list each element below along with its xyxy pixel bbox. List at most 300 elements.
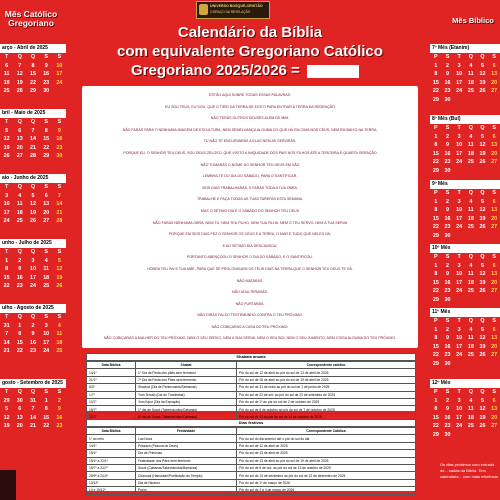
weekday-header: T bbox=[4, 249, 9, 255]
day-cell: 16 bbox=[444, 215, 451, 222]
weekday-header: Q bbox=[468, 190, 473, 196]
day-cell: 12 bbox=[479, 271, 486, 277]
weekday-header: Q bbox=[30, 54, 36, 60]
day-cell: 19 bbox=[29, 209, 36, 216]
day-cell: 22 bbox=[432, 288, 439, 294]
day-cell: 21 bbox=[56, 209, 63, 216]
table-cell: Pôr do sol de 22 de set. ao pôr do sol de 23 de setembro de 2025 bbox=[237, 391, 416, 398]
month-days-grid bbox=[0, 388, 66, 431]
day-cell: 18 bbox=[467, 279, 474, 286]
month-days-grid bbox=[0, 118, 66, 161]
month-label: 9º Mês bbox=[430, 180, 500, 189]
table-cell: 21/1º bbox=[87, 376, 136, 383]
day-cell: 17 bbox=[456, 215, 463, 222]
day-cell: 2 bbox=[445, 326, 449, 333]
day-cell: 23 bbox=[444, 88, 451, 94]
weekday-header: S bbox=[44, 249, 48, 255]
day-cell: 24 bbox=[29, 283, 36, 289]
day-cell: 26 bbox=[479, 88, 486, 94]
weekday-header: Q bbox=[17, 314, 22, 320]
day-cell: 21 bbox=[29, 423, 36, 429]
day-cell: 15 bbox=[3, 274, 10, 281]
weekday-header: Q bbox=[17, 54, 22, 60]
weekday-header: S bbox=[57, 54, 62, 60]
month-label: ulho - Agosto de 2025 bbox=[0, 304, 66, 313]
day-cell: 3 bbox=[5, 192, 9, 199]
day-cell: 25 bbox=[16, 218, 23, 224]
month-label: 7º Mês (Etanim) bbox=[430, 44, 500, 53]
weekday-header: Q bbox=[480, 389, 485, 395]
weekday-header: S bbox=[492, 318, 496, 324]
table-cell: Pôr do sol de 2 a 4 de março de 2026 bbox=[237, 487, 416, 494]
day-cell: 8 bbox=[31, 62, 35, 69]
day-cell: 20 bbox=[491, 79, 498, 86]
day-cell: 10 bbox=[456, 142, 463, 148]
day-cell: 22 bbox=[432, 159, 439, 165]
weekday-header: T bbox=[457, 125, 461, 131]
day-cell: 10 bbox=[56, 62, 63, 69]
left-header bbox=[0, 10, 62, 28]
table-row bbox=[87, 457, 416, 464]
gregorian-month-3 bbox=[0, 174, 66, 226]
day-cell: 6 bbox=[18, 406, 22, 412]
day-cell: 20 bbox=[491, 279, 498, 286]
weekday-header: Q bbox=[17, 389, 22, 395]
table-cell: Festividade dos Pães sem fermento bbox=[136, 457, 237, 464]
day-cell: 4 bbox=[18, 192, 22, 199]
day-cell: 23 bbox=[444, 352, 451, 358]
day-cell: 9 bbox=[445, 271, 449, 277]
day-cell: 9 bbox=[445, 406, 449, 412]
gregorian-month-2 bbox=[0, 109, 66, 161]
month-days-grid bbox=[430, 189, 500, 240]
table-cell: 22/7º bbox=[87, 413, 136, 420]
commandment-line: ESTÃO AQUI SOBRE TODAS ESSAS PALAVRAS. bbox=[208, 93, 292, 97]
day-cell: 5 bbox=[480, 326, 484, 333]
day-cell: 29 bbox=[432, 167, 439, 174]
day-cell: 8 bbox=[44, 406, 48, 412]
day-cell: 3 bbox=[457, 133, 461, 140]
commandment-line: PORTANTO ABENÇOOU O SENHOR O DIA DO SÁBADO, E O SANTIFICOU. bbox=[186, 255, 313, 260]
day-cell: 24 bbox=[456, 288, 463, 294]
day-cell: 8 bbox=[5, 266, 9, 272]
day-cell: 13 bbox=[16, 136, 23, 142]
day-cell: 17 bbox=[456, 414, 463, 421]
day-cell: 26 bbox=[479, 423, 486, 429]
day-cell: 23 bbox=[43, 79, 50, 86]
weekday-header: Q bbox=[30, 314, 36, 320]
day-cell: 25 bbox=[56, 348, 63, 354]
day-cell: 30 bbox=[444, 167, 451, 174]
day-cell: 4 bbox=[44, 257, 48, 264]
month-label: 10º Mês bbox=[430, 244, 500, 253]
table-cell: Pôr do sol do dia anterior até o pôr do sol do dia bbox=[237, 435, 416, 442]
table-cell: Pôr do sol de 18 de abril ao pôr do sol de 19 de abril de 2025 bbox=[237, 376, 416, 383]
weekday-header: P bbox=[434, 389, 438, 395]
logo-line2: O BRAÇO DA REVELAÇÃO bbox=[210, 10, 251, 14]
commandments-card bbox=[82, 86, 418, 348]
day-cell: 17 bbox=[29, 274, 36, 281]
day-cell bbox=[453, 96, 465, 105]
day-cell: 6 bbox=[44, 192, 48, 199]
day-cell: 11 bbox=[467, 142, 474, 148]
day-cell: 3 bbox=[457, 198, 461, 205]
day-cell: 12 bbox=[479, 207, 486, 213]
day-cell: 24 bbox=[456, 224, 463, 230]
weekday-header: Q bbox=[468, 254, 473, 260]
weekday-header: T bbox=[4, 119, 9, 125]
day-cell: 4 bbox=[469, 198, 473, 205]
day-cell: 25 bbox=[467, 423, 474, 429]
logo-emblem-icon bbox=[199, 4, 208, 15]
day-cell: 30 bbox=[444, 431, 451, 438]
weekday-header: S bbox=[57, 249, 62, 255]
day-cell: 6 bbox=[492, 133, 496, 140]
month-label: bril - Maio de 2025 bbox=[0, 109, 66, 118]
commandment-line: MAS O SÉTIMO DIA É O SÁBADO DO SENHOR TEU DEUS bbox=[200, 208, 300, 213]
day-cell: 4 bbox=[469, 262, 473, 269]
weekday-header: S bbox=[492, 54, 496, 60]
day-cell: 19 bbox=[3, 144, 10, 151]
weekday-header: Q bbox=[30, 249, 36, 255]
day-cell: 16 bbox=[444, 343, 451, 350]
gregorian-month-4 bbox=[0, 239, 66, 291]
day-cell: 26 bbox=[479, 224, 486, 230]
day-cell: 27 bbox=[16, 153, 23, 159]
day-cell: 16 bbox=[29, 339, 36, 346]
table-cell: Pôr do sol de 1º de março de 2026 bbox=[237, 479, 416, 486]
day-cell: 2 bbox=[445, 262, 449, 269]
day-cell: 10 bbox=[456, 71, 463, 77]
day-cell: 5 bbox=[31, 192, 35, 199]
day-cell bbox=[477, 96, 489, 105]
commandment-line: NÃO FARÁS PARA TI NENHUMA IMAGEM DE ESCULTURA, NEM SEMELHANÇA ALGUMA DO QUE HÁ EM CIMA NOS CÉUS, NEM EM BAIXO NA TERRA. bbox=[122, 127, 378, 132]
day-cell: 30 bbox=[444, 96, 451, 103]
day-cell: 19 bbox=[479, 279, 486, 286]
weekday-header: Q bbox=[480, 125, 485, 131]
day-cell: 26 bbox=[479, 352, 486, 358]
day-cell: 24 bbox=[56, 79, 63, 86]
biblical-month-5 bbox=[430, 308, 500, 368]
feast-days-caption: Dias festivos bbox=[86, 419, 416, 427]
day-cell: 27 bbox=[491, 88, 498, 94]
day-cell: 16 bbox=[444, 79, 451, 86]
weekday-header: S bbox=[492, 125, 496, 131]
day-cell: 31 bbox=[3, 322, 10, 329]
day-cell: 17 bbox=[456, 150, 463, 157]
day-cell: 6 bbox=[492, 198, 496, 205]
day-cell: 12 bbox=[479, 406, 486, 412]
column-header: Festividade bbox=[136, 428, 237, 435]
day-cell: 17 bbox=[456, 79, 463, 86]
table-row bbox=[87, 442, 416, 449]
day-cell bbox=[453, 167, 465, 176]
day-cell: 15 bbox=[16, 339, 23, 346]
day-cell: 20 bbox=[43, 209, 50, 216]
day-cell: 28 bbox=[56, 218, 63, 224]
day-cell: 3 bbox=[31, 257, 35, 264]
day-cell: 10 bbox=[456, 271, 463, 277]
day-cell bbox=[453, 431, 465, 440]
day-cell: 2 bbox=[445, 62, 449, 69]
table-cell: Pôr do sol de 12 de abril ao pôr do sol de 13 de abril de 2025 bbox=[237, 369, 416, 376]
table-cell: Shavuot (Dia de Pentecostes/Semanas) bbox=[136, 384, 237, 391]
day-cell: 19 bbox=[56, 274, 63, 281]
day-cell: 8 bbox=[434, 71, 438, 77]
weekday-header: T bbox=[457, 254, 461, 260]
day-cell: 25 bbox=[43, 283, 50, 289]
month-label: 11º Mês bbox=[430, 308, 500, 317]
table-cell: Pôr do sol de 6 de outubro ao pôr do sol de 7 de outubro de 2025 bbox=[237, 406, 416, 413]
day-cell: 12 bbox=[29, 201, 36, 207]
day-cell: 20 bbox=[491, 414, 498, 421]
day-cell: 2 bbox=[18, 257, 22, 264]
day-cell: 5 bbox=[480, 133, 484, 140]
day-cell: 13 bbox=[491, 335, 498, 341]
day-cell: 12 bbox=[3, 136, 10, 142]
day-cell: 27 bbox=[491, 159, 498, 165]
day-cell bbox=[477, 431, 489, 440]
day-cell: 9 bbox=[57, 406, 61, 412]
weekday-header: S bbox=[445, 389, 450, 395]
day-cell: 9 bbox=[31, 331, 35, 337]
day-cell: 24 bbox=[43, 348, 50, 354]
day-cell: 30 bbox=[16, 397, 23, 404]
day-cell: 18 bbox=[467, 343, 474, 350]
feast-days-table bbox=[86, 419, 416, 491]
day-cell: 19 bbox=[479, 150, 486, 157]
day-cell: 27 bbox=[491, 224, 498, 230]
month-label: 12º Mês bbox=[430, 379, 500, 388]
annual-shabbats-caption: Shabats anuais bbox=[86, 353, 416, 361]
day-cell: 4 bbox=[469, 326, 473, 333]
day-cell: 20 bbox=[491, 150, 498, 157]
month-label: 8º Mês (Bul) bbox=[430, 115, 500, 124]
table-row bbox=[87, 464, 416, 471]
day-cell bbox=[465, 167, 477, 176]
title-line3-text: Gregoriano 2025/2026 = bbox=[130, 62, 300, 79]
day-cell bbox=[488, 167, 500, 176]
day-cell bbox=[477, 232, 489, 241]
title-blank-box bbox=[307, 65, 359, 78]
day-cell: 13 bbox=[43, 201, 50, 207]
commandment-line: PORQUE EU, O SENHOR TEU DEUS, SOU DEUS ZELOSO, QUE VISITO A INIQUIDADE DOS PAIS NOS FILHOS ATÉ A TERCEIRA E QUARTA GERAÇÃO bbox=[123, 150, 377, 155]
day-cell: 8 bbox=[434, 271, 438, 277]
weekday-header: P bbox=[434, 125, 438, 131]
month-days-grid bbox=[430, 388, 500, 439]
day-cell: 13 bbox=[16, 414, 23, 421]
day-cell: 10 bbox=[456, 406, 463, 412]
day-cell: 5 bbox=[480, 397, 484, 404]
day-cell: 24 bbox=[456, 352, 463, 358]
table-cell: Purim bbox=[136, 487, 237, 494]
day-cell: 9 bbox=[445, 142, 449, 148]
month-label: aio - Junho de 2025 bbox=[0, 174, 66, 183]
day-cell: 5 bbox=[480, 262, 484, 269]
day-cell: 2 bbox=[445, 397, 449, 404]
table-header-row bbox=[87, 428, 416, 435]
day-cell: 29 bbox=[432, 296, 439, 303]
table-row bbox=[87, 406, 416, 413]
day-cell: 9 bbox=[445, 207, 449, 213]
day-cell: 5 bbox=[57, 257, 61, 264]
day-cell: 29 bbox=[432, 96, 439, 103]
day-cell: 20 bbox=[491, 343, 498, 350]
day-cell: 23 bbox=[444, 288, 451, 294]
table-row bbox=[87, 487, 416, 494]
day-cell: 16 bbox=[444, 279, 451, 286]
table-row bbox=[87, 435, 416, 442]
commandment-line: NÃO ADULTERARÁS. bbox=[232, 290, 268, 295]
day-cell: 25 bbox=[467, 159, 474, 165]
day-cell bbox=[488, 96, 500, 105]
table-cell: Yom Teruah (Dia de Trombetas) bbox=[136, 391, 237, 398]
day-cell: 23 bbox=[444, 159, 451, 165]
title-line3 bbox=[75, 61, 415, 80]
day-cell: 26 bbox=[29, 218, 36, 224]
day-cell: 18 bbox=[43, 274, 50, 281]
table-cell: Dia de Primícias bbox=[136, 450, 237, 457]
table-row bbox=[87, 369, 416, 376]
table-row bbox=[87, 391, 416, 398]
weekday-header: Q bbox=[30, 119, 36, 125]
day-cell: 22 bbox=[16, 348, 23, 354]
day-cell: 12 bbox=[479, 335, 486, 341]
day-cell: 29 bbox=[432, 360, 439, 367]
day-cell: 25 bbox=[467, 352, 474, 358]
day-cell bbox=[465, 360, 477, 369]
weekday-header: T bbox=[457, 190, 461, 196]
day-cell: 11 bbox=[16, 201, 23, 207]
day-cell: 7 bbox=[31, 406, 35, 412]
day-cell bbox=[465, 232, 477, 241]
day-cell: 12 bbox=[56, 266, 63, 272]
weekday-header: S bbox=[57, 314, 62, 320]
day-cell: 4 bbox=[469, 62, 473, 69]
weekday-header: T bbox=[4, 54, 9, 60]
commandment-line: HONRA TEU PAI E TUA MÃE, PARA QUE SE PROLONGUEM OS TEUS DIAS NA TERRA QUE O SENHOR TEU DEUS TE DÁ. bbox=[147, 266, 353, 271]
day-cell bbox=[488, 431, 500, 440]
commandment-line: E AO SÉTIMO DIA DESCANSOU; bbox=[222, 243, 278, 248]
day-cell: 11 bbox=[467, 406, 474, 412]
day-cell: 15 bbox=[432, 343, 439, 350]
day-cell: 15 bbox=[432, 79, 439, 86]
day-cell: 4 bbox=[469, 397, 473, 404]
weekday-header: T bbox=[4, 389, 9, 395]
column-header: Data Bíblica bbox=[87, 362, 136, 369]
day-cell: 15 bbox=[432, 215, 439, 222]
weekday-header: Q bbox=[480, 318, 485, 324]
biblical-month-6 bbox=[430, 379, 500, 439]
day-cell: 14 bbox=[29, 136, 36, 142]
day-cell: 29 bbox=[29, 88, 36, 94]
day-cell: 10 bbox=[29, 266, 36, 272]
gregorian-month-1 bbox=[0, 44, 66, 96]
weekday-header: T bbox=[457, 318, 461, 324]
weekday-header: S bbox=[57, 389, 62, 395]
commandment-line: EU SOU TEUS, EU SOU, QUE O TIREI DA TERRA DE EGITO PARA ENTRAR A TERRA DA REDENÇÃO bbox=[165, 104, 335, 109]
weekday-header: T bbox=[457, 389, 461, 395]
day-cell: 3 bbox=[457, 326, 461, 333]
weekday-header: S bbox=[44, 119, 48, 125]
day-cell bbox=[488, 232, 500, 241]
day-cell: 11 bbox=[467, 271, 474, 277]
day-cell: 5 bbox=[5, 127, 9, 134]
day-cell: 6 bbox=[492, 262, 496, 269]
weekday-header: S bbox=[57, 184, 62, 190]
day-cell bbox=[477, 296, 489, 305]
day-cell: 17 bbox=[43, 339, 50, 346]
day-cell bbox=[53, 87, 66, 96]
table-cell: Sucot (Cabanas/Tabernáculos/Barracas) bbox=[136, 464, 237, 471]
day-cell: 6 bbox=[492, 62, 496, 69]
weekday-header: S bbox=[445, 125, 450, 131]
commandment-line: TRABALHE E FAÇA TODAS AS TUAS TAREFAS ESTA SEMANA, bbox=[196, 197, 304, 202]
thumbnail-image bbox=[0, 470, 16, 500]
month-days-grid bbox=[0, 248, 66, 291]
weekday-header: S bbox=[445, 254, 450, 260]
table-cell: 6/3º bbox=[87, 384, 136, 391]
weekday-header: S bbox=[44, 54, 48, 60]
table-cell: Pôr do sol de 13 de abril ao pôr do sol de 19 de abril de 2025 bbox=[237, 457, 416, 464]
day-cell: 8 bbox=[434, 335, 438, 341]
table-header-row bbox=[87, 362, 416, 369]
table-cell: 25/9º a 2/10º bbox=[87, 472, 136, 479]
day-cell: 11 bbox=[3, 71, 10, 77]
weekday-header: Q bbox=[30, 184, 36, 190]
weekday-header: Q bbox=[468, 318, 473, 324]
day-cell: 7 bbox=[18, 62, 22, 69]
day-cell bbox=[465, 296, 477, 305]
weekday-header: Q bbox=[30, 389, 36, 395]
table-cell: Yom Kipur (Dia da Expiação) bbox=[136, 398, 237, 405]
day-cell: 26 bbox=[479, 288, 486, 294]
day-cell: 19 bbox=[479, 79, 486, 86]
table-cell: 14/1º bbox=[87, 442, 136, 449]
day-cell: 1 bbox=[434, 133, 438, 140]
day-cell: 5 bbox=[480, 198, 484, 205]
day-cell: 17 bbox=[56, 71, 63, 77]
day-cell: 22 bbox=[43, 423, 50, 429]
day-cell: 4 bbox=[57, 322, 61, 329]
day-cell bbox=[488, 296, 500, 305]
commandment-line: NÃO TOMARÁS O NOME DO SENHOR TEU DEUS EM VÃO bbox=[200, 162, 300, 167]
day-cell: 30 bbox=[56, 153, 63, 159]
title-line2: com equivalente Gregoriano Católico bbox=[117, 43, 383, 60]
table-cell: Pôr do sol de 12 de abril de 2025 bbox=[237, 442, 416, 449]
day-cell: 10 bbox=[43, 331, 50, 337]
weekday-header: Q bbox=[480, 190, 485, 196]
day-cell bbox=[488, 360, 500, 369]
weekday-header: T bbox=[457, 54, 461, 60]
day-cell: 2 bbox=[445, 133, 449, 140]
weekday-header: S bbox=[492, 190, 496, 196]
day-cell: 14 bbox=[56, 201, 63, 207]
month-days-grid bbox=[0, 313, 66, 356]
day-cell: 19 bbox=[16, 79, 23, 86]
day-cell: 24 bbox=[456, 88, 463, 94]
day-cell: 1 bbox=[434, 397, 438, 404]
day-cell: 14 bbox=[3, 339, 10, 346]
weekday-header: P bbox=[434, 190, 438, 196]
day-cell: 3 bbox=[44, 322, 48, 329]
day-cell: 15 bbox=[43, 136, 50, 142]
day-cell: 23 bbox=[56, 144, 63, 151]
day-cell: 30 bbox=[444, 232, 451, 239]
day-cell: 20 bbox=[491, 215, 498, 222]
day-cell: 12 bbox=[3, 414, 10, 421]
day-cell: 30 bbox=[43, 88, 50, 94]
